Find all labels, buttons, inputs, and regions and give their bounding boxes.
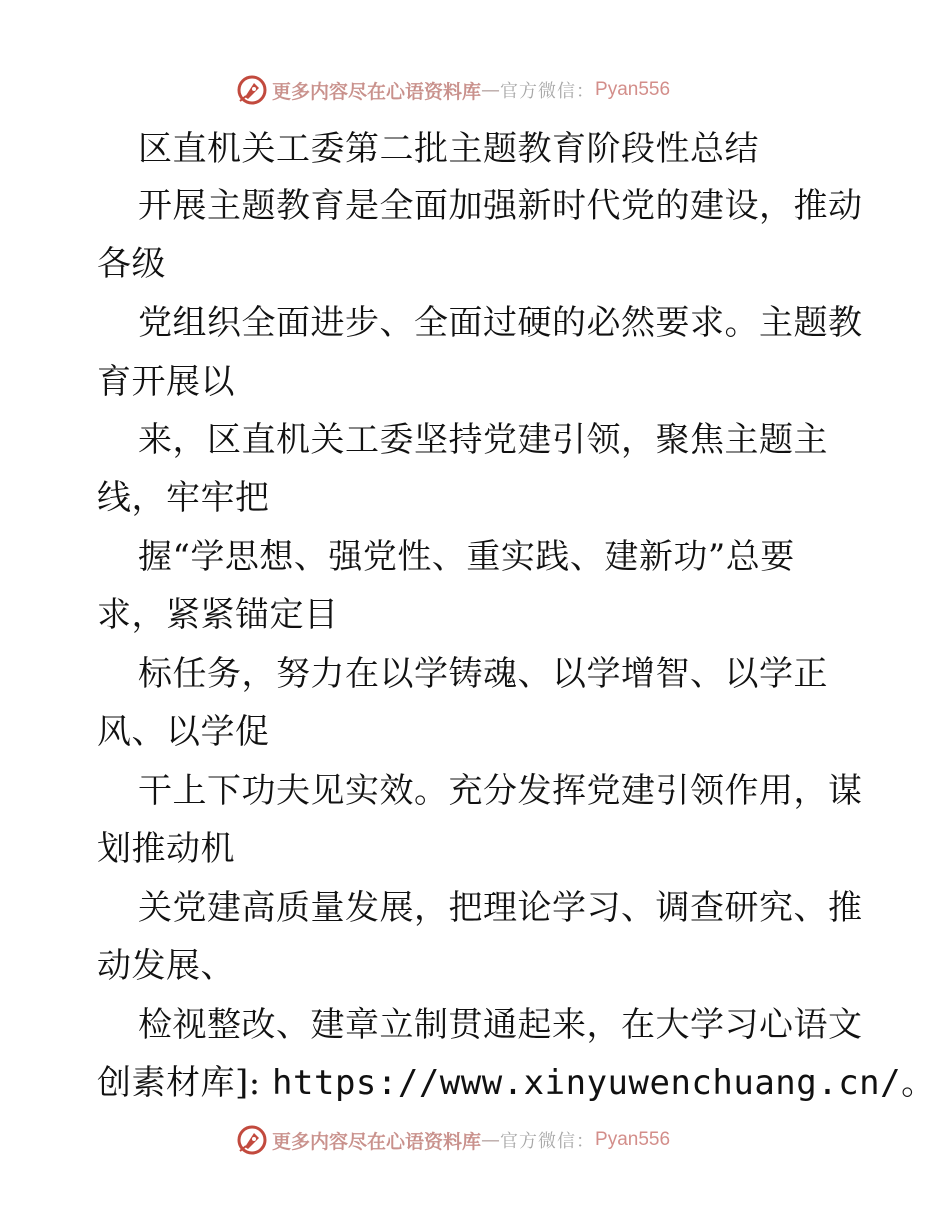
watermark-separator: — <box>481 79 501 101</box>
watermark-wechat-id: Pyan556 <box>595 1129 671 1150</box>
paragraph-line-with-link <box>97 1061 936 1105</box>
watermark-text: 更多内容尽在心语资料库 <box>272 1130 482 1153</box>
paragraph-line: 划推动机 <box>97 829 235 869</box>
paragraph-line: 求，紧紧锚定目 <box>97 595 339 635</box>
watermark-text: 更多内容尽在心语资料库 <box>272 80 482 103</box>
website-link[interactable]: https://www.xinyuwenchuang.cn/ <box>272 1063 902 1103</box>
paragraph-line: 线，牢牢把 <box>97 478 270 518</box>
paragraph-line: 检视整改、建章立制贯通起来，在大学习心语文 <box>138 1005 863 1045</box>
paragraph-line: 握“学思想、强党性、重实践、建新功”总要 <box>138 537 795 577</box>
paragraph-line: 党组织全面进步、全面过硬的必然要求。主题教 <box>138 303 863 343</box>
header-watermark <box>236 73 670 107</box>
pen-nib-logo-icon <box>236 1124 268 1156</box>
paragraph-line: 开展主题教育是全面加强新时代党的建设，推动 <box>138 186 863 226</box>
pen-nib-logo-icon <box>236 74 268 106</box>
paragraph-line: 各级 <box>97 244 166 284</box>
paragraph-text: 。 <box>901 1063 936 1103</box>
paragraph-line: 风、以学促 <box>97 712 270 752</box>
paragraph-line: 干上下功夫见实效。充分发挥党建引领作用，谋 <box>138 771 863 811</box>
document-title: 区直机关工委第二批主题教育阶段性总结 <box>138 129 759 169</box>
paragraph-line: 动发展、 <box>97 946 235 986</box>
watermark-wechat-label: 官方微信： <box>500 81 596 102</box>
paragraph-line: 来，区直机关工委坚持党建引领，聚焦主题主 <box>138 420 828 460</box>
watermark-separator: — <box>481 1129 501 1151</box>
footer-watermark <box>236 1123 670 1157</box>
paragraph-line: 标任务，努力在以学铸魂、以学增智、以学正 <box>138 654 828 694</box>
paragraph-line: 育开展以 <box>97 362 235 402</box>
watermark-wechat-id: Pyan556 <box>595 79 671 100</box>
paragraph-text: 创素材库]: <box>97 1063 273 1103</box>
paragraph-line: 关党建高质量发展，把理论学习、调查研究、推 <box>138 888 863 928</box>
watermark-wechat-label: 官方微信： <box>500 1131 596 1152</box>
